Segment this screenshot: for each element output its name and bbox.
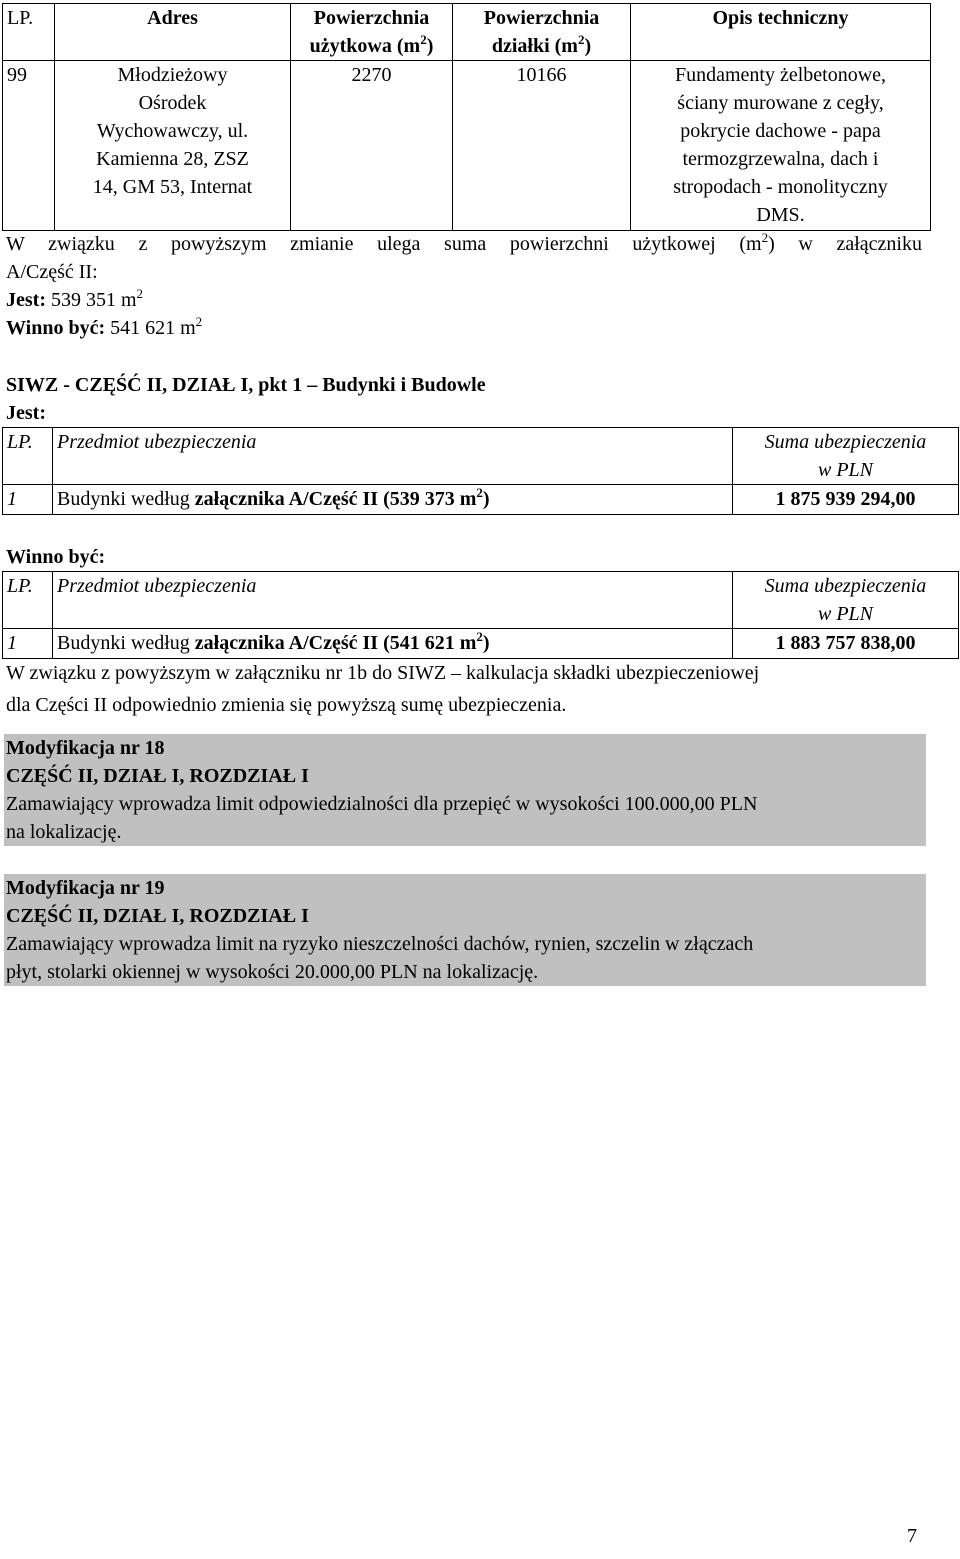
mod19-title: Modyfikacja nr 19 xyxy=(6,877,165,899)
page-number: 7 xyxy=(907,1525,917,1547)
sum-cell-amount: 1 883 757 838,00 xyxy=(733,629,959,659)
sum-cell-lp: 1 xyxy=(3,485,53,515)
para2-line2: dla Części II odpowiednio zmienia się powyższą sumę ubezpieczenia. xyxy=(6,694,567,716)
para1-line2: A/Część II: xyxy=(6,261,98,283)
sum-cell-lp: 1 xyxy=(3,629,53,659)
cell-opis: Fundamenty żelbetonowe, ściany murowane z cegły, pokrycie dachowe - papa termozgrzewalna, dach i stropodach - monolityczny DMS. xyxy=(631,61,931,231)
header-lp: LP. xyxy=(3,4,55,61)
sum-cell-amount: 1 875 939 294,00 xyxy=(733,485,959,515)
property-table xyxy=(2,3,931,231)
sum-header-suma: Suma ubezpieczenia w PLN xyxy=(733,572,959,629)
sum-header-lp: LP. xyxy=(3,572,53,629)
cell-pow-uzytkowa: 2270 xyxy=(291,61,453,231)
sum-table-jest xyxy=(2,427,959,515)
header-pow-uzytkowa: Powierzchnia użytkowa $(m^2)$ xyxy=(291,4,453,61)
sum-header-lp: LP. xyxy=(3,428,53,485)
header-adres: Adres xyxy=(55,4,291,61)
sum-header-przedmiot: Przedmiot ubezpieczenia xyxy=(53,428,733,485)
sum-cell-przedmiot: Budynki według załącznika A/Część II (541 621 $m^2$) xyxy=(53,629,733,659)
mod19-line2: płyt, stolarki okiennej w wysokości 20.000,00 PLN na lokalizację. xyxy=(6,961,539,983)
jest-area: Jest: 539 351 $m^2$ xyxy=(6,286,144,311)
mod19-box xyxy=(4,874,926,986)
mod19-line1: Zamawiający wprowadza limit na ryzyko nieszczelności dachów, rynien, szczelin w złączach xyxy=(6,933,754,955)
sum-table-winno xyxy=(2,571,959,659)
cell-lp: 99 xyxy=(3,61,55,231)
header-opis: Opis techniczny xyxy=(631,4,931,61)
mod18-line1: Zamawiający wprowadza limit odpowiedzialności dla przepięć w wysokości 100.000,00 PLN xyxy=(6,793,758,815)
mod18-title: Modyfikacja nr 18 xyxy=(6,737,165,759)
para2-line1: W związku z powyższym w załączniku nr 1b do SIWZ – kalkulacja składki ubezpieczeniowej xyxy=(6,662,760,684)
sum-header-suma: Suma ubezpieczenia w PLN xyxy=(733,428,959,485)
mod19-section: CZĘŚĆ II, DZIAŁ I, ROZDZIAŁ I xyxy=(6,905,309,927)
mod18-section: CZĘŚĆ II, DZIAŁ I, ROZDZIAŁ I xyxy=(6,765,309,787)
winno-area: Winno być: 541 621 $m^2$ xyxy=(6,314,203,339)
header-pow-dzialki: Powierzchnia działki $(m^2)$ xyxy=(453,4,631,61)
jest-heading: Jest: xyxy=(6,402,46,424)
sum-header-przedmiot: Przedmiot ubezpieczenia xyxy=(53,572,733,629)
winno-heading: Winno być: xyxy=(6,546,106,568)
mod18-line2: na lokalizację. xyxy=(6,821,122,843)
mod18-box xyxy=(4,734,926,846)
cell-pow-dzialki: 10166 xyxy=(453,61,631,231)
siwz-heading: SIWZ - CZĘŚĆ II, DZIAŁ I, pkt 1 – Budynki i Budowle xyxy=(6,374,486,396)
sum-cell-przedmiot: Budynki według załącznika A/Część II (539 373 $m^2$) xyxy=(53,485,733,515)
para1-line1: W związku z powyższym zmianie ulega suma powierzchni użytkowej $(m^2)$ w załączniku xyxy=(6,230,922,255)
cell-adres: Młodzieżowy Ośrodek Wychowawczy, ul. Kamienna 28, ZSZ 14, GM 53, Internat xyxy=(55,61,291,231)
